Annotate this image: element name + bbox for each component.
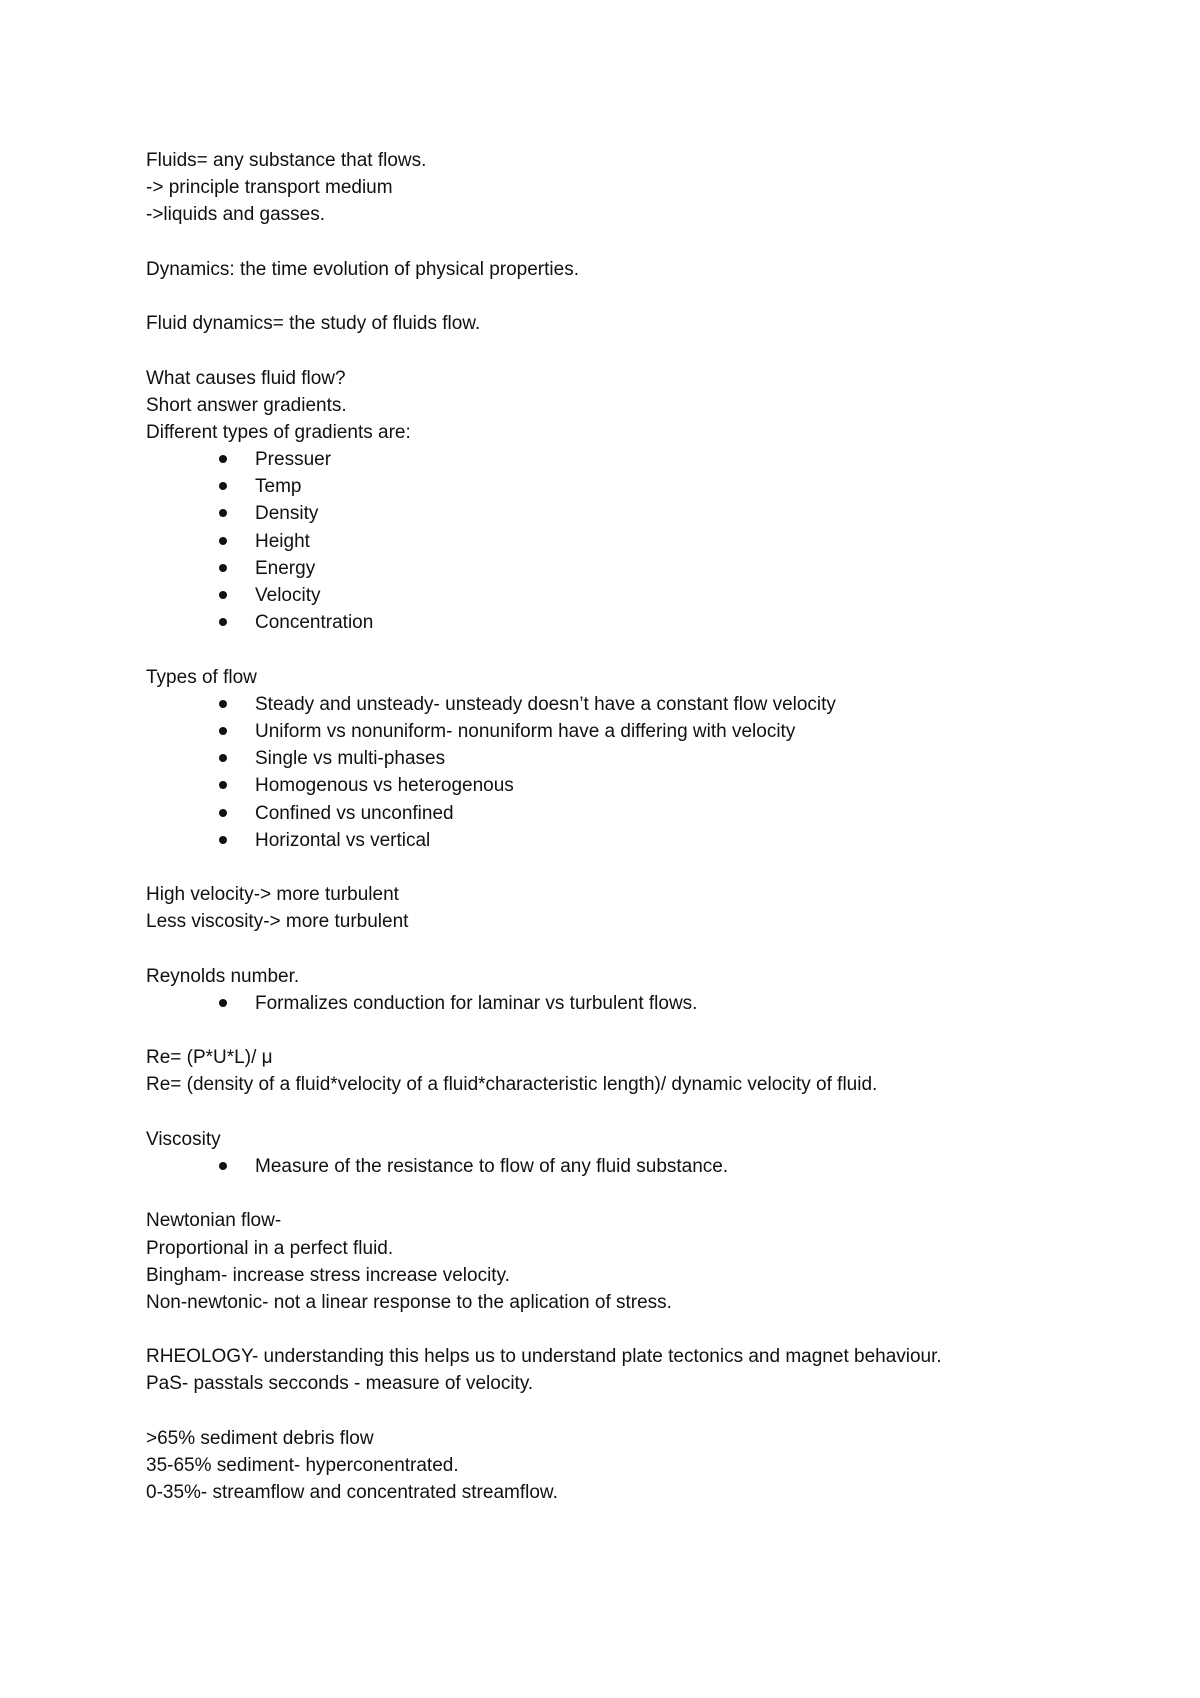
bullet-icon	[219, 754, 227, 762]
blank-line	[146, 283, 1106, 310]
reynolds-formula-expanded: Re= (density of a fluid*velocity of a fluid*characteristic length)/ dynamic velocity of fluid.	[146, 1074, 878, 1096]
sediment-note: 35-65% sediment- hyperconentrated.	[146, 1455, 459, 1476]
list-item	[146, 745, 1106, 772]
blank-line	[146, 1180, 1106, 1207]
bullet-icon	[219, 700, 227, 708]
blank-line	[146, 935, 1106, 962]
blank-line	[146, 854, 1106, 881]
list-item-text: Measure of the resistance to flow of any fluid substance.	[255, 1155, 729, 1177]
blank-line	[146, 1316, 1106, 1343]
list-item	[146, 555, 1106, 582]
flow-types-section	[146, 664, 1106, 854]
bullet-icon	[219, 999, 227, 1007]
list-item	[146, 528, 1106, 555]
intro-section	[146, 147, 1106, 229]
list-item	[146, 609, 1106, 636]
list-item-text: Steady and unsteady- unsteady doesn’t have a constant flow velocity	[255, 693, 836, 715]
rheology-section	[146, 1343, 1106, 1397]
flow-types-heading: Types of flow	[146, 666, 257, 688]
list-item-text: Uniform vs nonuniform- nonuniform have a differing with velocity	[255, 720, 796, 742]
causes-question: What causes fluid flow?	[146, 367, 346, 389]
list-item	[146, 473, 1106, 500]
list-item-text: Formalizes conduction for laminar vs turbulent flows.	[255, 992, 698, 1014]
list-item-text: Homogenous vs heterogenous	[255, 775, 514, 797]
causes-answer: Short answer gradients.	[146, 394, 347, 416]
causes-section	[146, 365, 1106, 637]
rheology-note: RHEOLOGY- understanding this helps us to understand plate tectonics and magnet behaviour.	[146, 1346, 942, 1368]
list-item	[146, 446, 1106, 473]
bullet-icon	[219, 781, 227, 789]
newtonian-section	[146, 1207, 1106, 1316]
gradient-list	[146, 446, 1106, 636]
gradients-intro: Different types of gradients are:	[146, 421, 411, 443]
document-body	[146, 147, 1106, 1506]
intro-note: -> principle transport medium	[146, 177, 393, 199]
viscosity-list	[146, 1153, 1106, 1180]
bullet-icon	[219, 564, 227, 572]
list-item-text: Density	[255, 503, 319, 525]
formula-section	[146, 1044, 1106, 1098]
turbulence-note: High velocity-> more turbulent	[146, 884, 399, 906]
reynolds-list	[146, 990, 1106, 1017]
bullet-icon	[219, 455, 227, 463]
sediment-note: 0-35%- streamflow and concentrated streamflow.	[146, 1482, 558, 1504]
list-item-text: Energy	[255, 557, 316, 579]
viscosity-heading: Viscosity	[146, 1128, 221, 1150]
newtonian-note: Bingham- increase stress increase velocity.	[146, 1264, 510, 1286]
bullet-icon	[219, 509, 227, 517]
list-item	[146, 772, 1106, 799]
bullet-icon	[219, 727, 227, 735]
blank-line	[146, 1017, 1106, 1044]
blank-line	[146, 1398, 1106, 1425]
sediment-section	[146, 1425, 1106, 1507]
turbulence-section	[146, 881, 1106, 935]
blank-line	[146, 229, 1106, 256]
list-item-text: Pressuer	[255, 449, 332, 471]
viscosity-section	[146, 1126, 1106, 1180]
list-item-text: Confined vs unconfined	[255, 802, 454, 824]
list-item	[146, 800, 1106, 827]
bullet-icon	[219, 537, 227, 545]
blank-line	[146, 636, 1106, 663]
bullet-icon	[219, 809, 227, 817]
newtonian-note: Non-newtonic- not a linear response to the aplication of stress.	[146, 1291, 672, 1313]
bullet-icon	[219, 836, 227, 844]
fluid-dynamics-definition: Fluid dynamics= the study of fluids flow.	[146, 313, 481, 335]
bullet-icon	[219, 591, 227, 599]
newtonian-note: Proportional in a perfect fluid.	[146, 1237, 394, 1259]
flow-types-list	[146, 691, 1106, 854]
sediment-note: >65% sediment debris flow	[146, 1427, 374, 1449]
list-item-text: Horizontal vs vertical	[255, 829, 431, 851]
list-item	[146, 691, 1106, 718]
list-item-text: Concentration	[255, 612, 374, 634]
list-item-text: Temp	[255, 476, 302, 498]
intro-note: ->liquids and gasses.	[146, 204, 326, 226]
bullet-icon	[219, 482, 227, 490]
reynolds-section	[146, 963, 1106, 1017]
list-item	[146, 500, 1106, 527]
bullet-icon	[219, 618, 227, 626]
blank-line	[146, 1099, 1106, 1126]
turbulence-note: Less viscosity-> more turbulent	[146, 911, 409, 933]
bullet-icon	[219, 1162, 227, 1170]
dynamics-definition: Dynamics: the time evolution of physical properties.	[146, 258, 579, 280]
list-item-text: Single vs multi-phases	[255, 748, 446, 770]
newtonian-heading: Newtonian flow-	[146, 1210, 282, 1232]
list-item	[146, 990, 1106, 1017]
blank-line	[146, 337, 1106, 364]
list-item	[146, 582, 1106, 609]
rheology-note: PaS- passtals secconds - measure of velocity.	[146, 1373, 534, 1395]
list-item	[146, 718, 1106, 745]
reynolds-formula: Re= (P*U*L)/ μ	[146, 1047, 273, 1069]
reynolds-heading: Reynolds number.	[146, 965, 300, 987]
list-item-text: Velocity	[255, 585, 321, 606]
list-item	[146, 1153, 1106, 1180]
fluids-definition: Fluids= any substance that flows.	[146, 150, 427, 171]
list-item	[146, 827, 1106, 854]
list-item-text: Height	[255, 530, 310, 552]
